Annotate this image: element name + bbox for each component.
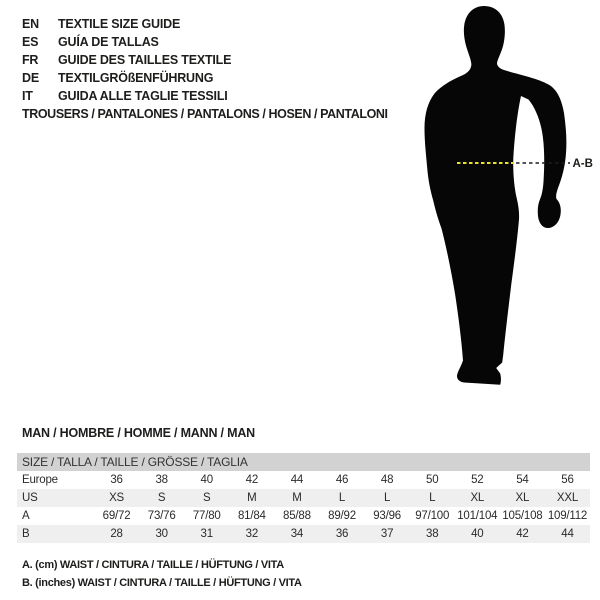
table-cell: S [202, 492, 211, 504]
language-title: GUIDA ALLE TAGLIE TESSILI [58, 89, 228, 103]
table-cell: 73/76 [147, 510, 176, 522]
language-row [22, 87, 231, 105]
table-cell: 69/72 [102, 510, 131, 522]
table-cell: 28 [110, 528, 123, 540]
table-cell: 30 [155, 528, 168, 540]
table-cell: 40 [200, 474, 213, 486]
table-cell: 36 [110, 474, 123, 486]
table-cell: XS [109, 492, 125, 504]
table-cell: 109/112 [547, 510, 588, 522]
table-cell: 77/80 [192, 510, 221, 522]
table-cell: 101/104 [457, 510, 498, 522]
table-cell: 40 [471, 528, 484, 540]
language-title-list [22, 15, 231, 105]
table-row-b-inches [17, 525, 590, 543]
language-row [22, 15, 231, 33]
row-label: A [22, 510, 30, 522]
table-cell: 50 [426, 474, 439, 486]
table-cell: 44 [290, 474, 304, 486]
language-row [22, 69, 231, 87]
table-cell: 56 [561, 474, 574, 486]
table-cell: 38 [426, 528, 439, 540]
language-title: GUÍA DE TALLAS [58, 35, 159, 49]
row-label: B [22, 528, 30, 540]
table-cell: 97/100 [415, 510, 450, 522]
language-row [22, 33, 231, 51]
table-cell: 89/92 [328, 510, 356, 522]
table-cell: 93/96 [373, 510, 401, 522]
table-cell: 38 [155, 474, 168, 486]
table-cell: 44 [561, 528, 574, 540]
language-code: ES [22, 35, 39, 49]
language-code: EN [22, 17, 39, 31]
table-cell: S [157, 492, 166, 504]
table-cell: 31 [200, 528, 213, 540]
footnote-a-cm: A. (cm) WAIST / CINTURA / TAILLE / HÜFTUNG / VITA [22, 559, 284, 571]
language-code: IT [22, 89, 33, 103]
table-row-us [17, 489, 590, 507]
table-cell: XL [470, 492, 485, 504]
man-silhouette-figure [400, 0, 600, 420]
table-cell: 37 [380, 528, 394, 540]
table-cell: XL [515, 492, 530, 504]
table-cell: L [338, 492, 346, 504]
footnote-b-inches: B. (inches) WAIST / CINTURA / TAILLE / HÜFTUNG / VITA [22, 577, 302, 589]
row-label: US [22, 492, 38, 504]
language-row [22, 51, 231, 69]
table-cell: 46 [335, 474, 349, 486]
language-title: TEXTILE SIZE GUIDE [58, 17, 181, 31]
table-header: SIZE / TALLA / TAILLE / GRÖSSE / TAGLIA [17, 453, 590, 471]
table-cell: 32 [245, 528, 259, 540]
table-cell: 54 [516, 474, 529, 486]
table-cell: L [384, 492, 391, 504]
table-cell: M [247, 492, 257, 504]
table-cell: 105/108 [502, 510, 543, 522]
table-cell: 48 [380, 474, 394, 486]
footnotes [22, 556, 302, 592]
table-row-a-cm [17, 507, 590, 525]
language-code: FR [22, 53, 39, 67]
row-label: Europe [22, 474, 58, 486]
table-cell: M [292, 492, 302, 504]
garment-category-title: TROUSERS / PANTALONES / PANTALONS / HOSEN / PANTALONI [22, 107, 388, 121]
table-cell: 42 [516, 528, 529, 540]
table-cell: 34 [290, 528, 304, 540]
measure-label-a-b: A-B [572, 158, 593, 170]
section-title-man: MAN / HOMBRE / HOMME / MANN / MAN [22, 426, 255, 440]
language-title: GUIDE DES TAILLES TEXTILE [58, 53, 232, 67]
table-cell: 81/84 [237, 510, 266, 522]
table-cell: XXL [556, 492, 579, 504]
table-cell: 52 [471, 474, 484, 486]
size-table [17, 453, 590, 543]
language-code: DE [22, 71, 39, 85]
table-cell: 42 [245, 474, 259, 486]
man-silhouette [425, 6, 567, 385]
table-row-europe [17, 471, 590, 489]
table-cell: 36 [335, 528, 349, 540]
table-cell: L [429, 492, 436, 504]
table-cell: 85/88 [283, 510, 311, 522]
language-title: TEXTILGRÖßENFÜHRUNG [58, 71, 214, 85]
